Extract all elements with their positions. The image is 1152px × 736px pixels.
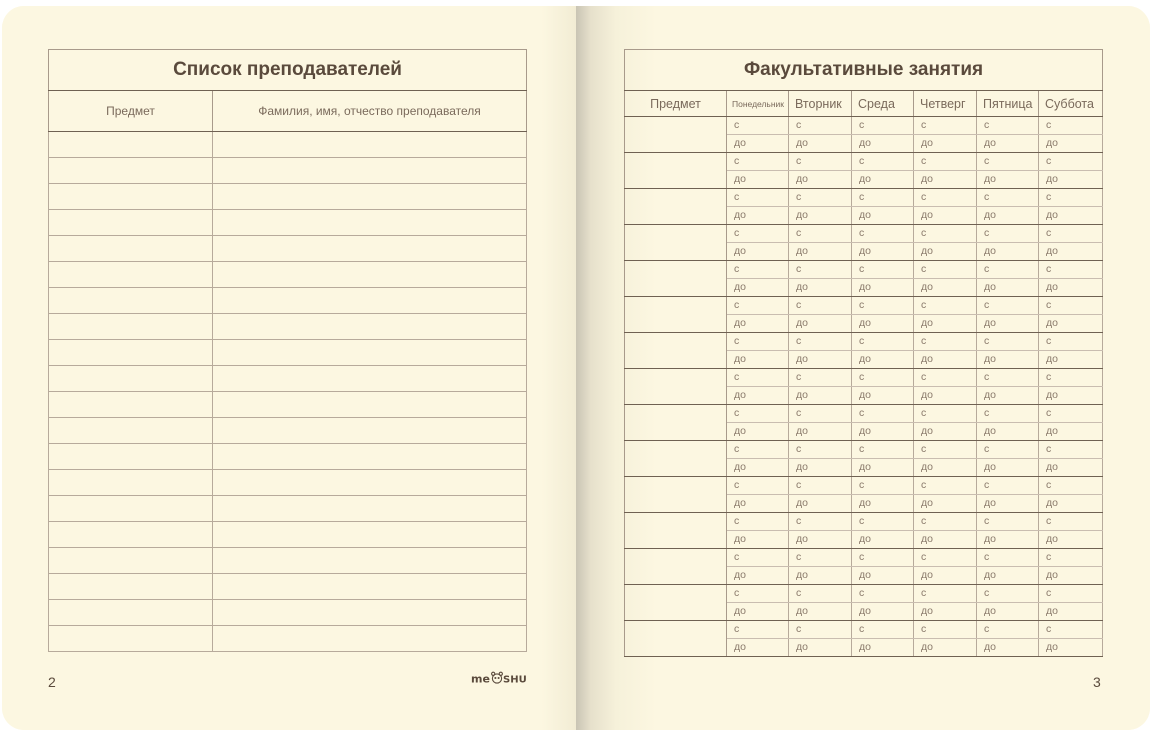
wednesday-to-cell[interactable]: до <box>852 135 914 153</box>
wednesday-to-cell[interactable]: до <box>852 495 914 513</box>
wednesday-to-cell[interactable]: до <box>852 207 914 225</box>
elective-subject-cell[interactable] <box>625 333 727 369</box>
tuesday-from-cell[interactable]: с <box>789 189 852 207</box>
saturday-to-cell[interactable]: до <box>1039 495 1103 513</box>
thursday-from-cell[interactable]: с <box>914 621 977 639</box>
friday-to-cell[interactable]: до <box>977 351 1039 369</box>
saturday-from-cell[interactable]: с <box>1039 513 1103 531</box>
friday-to-cell[interactable]: до <box>977 135 1039 153</box>
friday-from-cell[interactable]: с <box>977 585 1039 603</box>
monday-from-cell[interactable]: с <box>727 549 789 567</box>
electives-table-body <box>625 117 1103 657</box>
elective-subject-cell[interactable] <box>625 513 727 549</box>
wednesday-from-cell[interactable]: с <box>852 477 914 495</box>
monday-to-cell[interactable]: до <box>727 387 789 405</box>
tuesday-from-cell[interactable]: с <box>789 369 852 387</box>
monday-to-cell[interactable]: до <box>727 351 789 369</box>
friday-to-cell[interactable]: до <box>977 279 1039 297</box>
teacher-subject-cell[interactable] <box>49 262 213 288</box>
elective-subject-cell[interactable] <box>625 621 727 657</box>
tuesday-from-cell[interactable]: с <box>789 585 852 603</box>
friday-to-cell[interactable]: до <box>977 171 1039 189</box>
wednesday-to-cell[interactable]: до <box>852 567 914 585</box>
thursday-to-cell[interactable]: до <box>914 135 977 153</box>
saturday-from-cell[interactable]: с <box>1039 117 1103 135</box>
friday-from-cell[interactable]: с <box>977 189 1039 207</box>
teacher-subject-cell[interactable] <box>49 184 213 210</box>
thursday-to-cell[interactable]: до <box>914 495 977 513</box>
elective-row-from <box>625 405 1103 423</box>
friday-from-cell[interactable]: с <box>977 117 1039 135</box>
monday-from-cell[interactable]: с <box>727 405 789 423</box>
friday-from-cell[interactable]: с <box>977 153 1039 171</box>
page-number-right: 3 <box>1093 674 1101 690</box>
friday-to-cell[interactable]: до <box>977 639 1039 657</box>
teacher-subject-cell[interactable] <box>49 600 213 626</box>
thursday-from-cell[interactable]: с <box>914 117 977 135</box>
friday-from-cell[interactable]: с <box>977 225 1039 243</box>
teacher-name-column-header: Фамилия, имя, отчество преподавателя <box>213 91 527 132</box>
thursday-from-cell[interactable]: с <box>914 549 977 567</box>
saturday-from-cell[interactable]: с <box>1039 549 1103 567</box>
monday-from-cell[interactable]: с <box>727 513 789 531</box>
saturday-to-cell[interactable]: до <box>1039 279 1103 297</box>
elective-subject-cell[interactable] <box>625 477 727 513</box>
teacher-subject-cell[interactable] <box>49 392 213 418</box>
teacher-row <box>49 496 527 522</box>
elective-row-from <box>625 297 1103 315</box>
teacher-row <box>49 236 527 262</box>
electives-table <box>624 49 1103 657</box>
teacher-row <box>49 548 527 574</box>
tuesday-from-cell[interactable]: с <box>789 513 852 531</box>
teacher-subject-cell[interactable] <box>49 288 213 314</box>
saturday-from-cell[interactable]: с <box>1039 405 1103 423</box>
teacher-name-cell[interactable] <box>213 626 527 652</box>
saturday-from-cell[interactable]: с <box>1039 297 1103 315</box>
thursday-to-cell[interactable]: до <box>914 171 977 189</box>
teacher-row <box>49 210 527 236</box>
saturday-to-cell[interactable]: до <box>1039 423 1103 441</box>
teacher-name-cell[interactable] <box>213 392 527 418</box>
teacher-row <box>49 470 527 496</box>
monday-to-cell[interactable]: до <box>727 279 789 297</box>
teacher-name-cell[interactable] <box>213 470 527 496</box>
tuesday-to-cell[interactable]: до <box>789 639 852 657</box>
thursday-from-cell[interactable]: с <box>914 225 977 243</box>
teachers-table-title: Список преподавателей <box>49 50 527 91</box>
wednesday-from-cell[interactable]: с <box>852 405 914 423</box>
tuesday-to-cell[interactable]: до <box>789 243 852 261</box>
elective-subject-cell[interactable] <box>625 153 727 189</box>
wednesday-from-cell[interactable]: с <box>852 189 914 207</box>
monday-from-cell[interactable]: с <box>727 225 789 243</box>
friday-from-cell[interactable]: с <box>977 333 1039 351</box>
teacher-row <box>49 262 527 288</box>
saturday-from-cell[interactable]: с <box>1039 477 1103 495</box>
tuesday-from-cell[interactable]: с <box>789 261 852 279</box>
teacher-subject-cell[interactable] <box>49 314 213 340</box>
elective-row-from <box>625 153 1103 171</box>
wednesday-from-cell[interactable]: с <box>852 333 914 351</box>
saturday-from-cell[interactable]: с <box>1039 369 1103 387</box>
thursday-to-cell[interactable]: до <box>914 567 977 585</box>
elective-row-from <box>625 225 1103 243</box>
tuesday-from-cell[interactable]: с <box>789 153 852 171</box>
saturday-to-cell[interactable]: до <box>1039 639 1103 657</box>
elective-subject-cell[interactable] <box>625 369 727 405</box>
friday-to-cell[interactable]: до <box>977 531 1039 549</box>
teacher-row <box>49 522 527 548</box>
saturday-to-cell[interactable]: до <box>1039 567 1103 585</box>
tuesday-to-cell[interactable]: до <box>789 135 852 153</box>
tuesday-to-cell[interactable]: до <box>789 351 852 369</box>
monday-to-cell[interactable]: до <box>727 243 789 261</box>
elective-subject-cell[interactable] <box>625 189 727 225</box>
elective-row-from <box>625 585 1103 603</box>
tuesday-from-cell[interactable]: с <box>789 621 852 639</box>
wednesday-to-cell[interactable]: до <box>852 423 914 441</box>
thursday-from-cell[interactable]: с <box>914 513 977 531</box>
monday-from-cell[interactable]: с <box>727 333 789 351</box>
tuesday-from-cell[interactable]: с <box>789 297 852 315</box>
thursday-from-cell[interactable]: с <box>914 333 977 351</box>
thursday-to-cell[interactable]: до <box>914 459 977 477</box>
wednesday-from-cell[interactable]: с <box>852 621 914 639</box>
monday-to-cell[interactable]: до <box>727 495 789 513</box>
saturday-to-cell[interactable]: до <box>1039 207 1103 225</box>
teacher-name-cell[interactable] <box>213 418 527 444</box>
teacher-name-cell[interactable] <box>213 236 527 262</box>
elective-row-from <box>625 477 1103 495</box>
elective-row-from <box>625 621 1103 639</box>
teacher-subject-cell[interactable] <box>49 548 213 574</box>
tuesday-to-cell[interactable]: до <box>789 531 852 549</box>
tuesday-from-cell[interactable]: с <box>789 477 852 495</box>
tuesday-to-cell[interactable]: до <box>789 171 852 189</box>
friday-to-cell[interactable]: до <box>977 423 1039 441</box>
friday-to-cell[interactable]: до <box>977 387 1039 405</box>
elective-row-from <box>625 189 1103 207</box>
wednesday-from-cell[interactable]: с <box>852 585 914 603</box>
thursday-from-cell[interactable]: с <box>914 585 977 603</box>
friday-to-cell[interactable]: до <box>977 207 1039 225</box>
tuesday-from-cell[interactable]: с <box>789 405 852 423</box>
tuesday-to-cell[interactable]: до <box>789 279 852 297</box>
wednesday-to-cell[interactable]: до <box>852 603 914 621</box>
saturday-to-cell[interactable]: до <box>1039 243 1103 261</box>
teacher-subject-cell[interactable] <box>49 340 213 366</box>
saturday-from-cell[interactable]: с <box>1039 333 1103 351</box>
teacher-subject-cell[interactable] <box>49 158 213 184</box>
monday-to-cell[interactable]: до <box>727 135 789 153</box>
teacher-subject-cell[interactable] <box>49 444 213 470</box>
thursday-from-cell[interactable]: с <box>914 189 977 207</box>
teacher-row <box>49 340 527 366</box>
friday-from-cell[interactable]: с <box>977 549 1039 567</box>
monday-from-cell[interactable]: с <box>727 153 789 171</box>
tuesday-to-cell[interactable]: до <box>789 207 852 225</box>
teacher-name-cell[interactable] <box>213 184 527 210</box>
monday-from-cell[interactable]: с <box>727 369 789 387</box>
wednesday-from-cell[interactable]: с <box>852 549 914 567</box>
monday-to-cell[interactable]: до <box>727 531 789 549</box>
teacher-name-cell[interactable] <box>213 444 527 470</box>
friday-to-cell[interactable]: до <box>977 603 1039 621</box>
friday-to-cell[interactable]: до <box>977 495 1039 513</box>
teacher-name-cell[interactable] <box>213 496 527 522</box>
teacher-subject-cell[interactable] <box>49 470 213 496</box>
saturday-to-cell[interactable]: до <box>1039 135 1103 153</box>
teacher-row <box>49 158 527 184</box>
thursday-from-cell[interactable]: с <box>914 153 977 171</box>
saturday-from-cell[interactable]: с <box>1039 621 1103 639</box>
elective-subject-cell[interactable] <box>625 405 727 441</box>
elective-row-from <box>625 441 1103 459</box>
thursday-to-cell[interactable]: до <box>914 351 977 369</box>
monday-to-cell[interactable]: до <box>727 639 789 657</box>
monday-to-cell[interactable]: до <box>727 423 789 441</box>
tuesday-to-cell[interactable]: до <box>789 387 852 405</box>
thursday-to-cell[interactable]: до <box>914 423 977 441</box>
monday-to-cell[interactable]: до <box>727 207 789 225</box>
friday-from-cell[interactable]: с <box>977 405 1039 423</box>
elective-row-from <box>625 369 1103 387</box>
wednesday-to-cell[interactable]: до <box>852 315 914 333</box>
wednesday-from-cell[interactable]: с <box>852 297 914 315</box>
elective-subject-cell[interactable] <box>625 549 727 585</box>
thursday-to-cell[interactable]: до <box>914 603 977 621</box>
wednesday-from-cell[interactable]: с <box>852 261 914 279</box>
tuesday-to-cell[interactable]: до <box>789 495 852 513</box>
elective-row-from <box>625 549 1103 567</box>
saturday-to-cell[interactable]: до <box>1039 459 1103 477</box>
thursday-from-cell[interactable]: с <box>914 405 977 423</box>
teacher-name-cell[interactable] <box>213 340 527 366</box>
elective-subject-column-header: Предмет <box>625 91 727 117</box>
saturday-column-header: Суббота <box>1039 91 1103 117</box>
elective-subject-cell[interactable] <box>625 441 727 477</box>
saturday-from-cell[interactable]: с <box>1039 261 1103 279</box>
monday-to-cell[interactable]: до <box>727 459 789 477</box>
friday-to-cell[interactable]: до <box>977 315 1039 333</box>
tuesday-from-cell[interactable]: с <box>789 441 852 459</box>
friday-to-cell[interactable]: до <box>977 243 1039 261</box>
saturday-from-cell[interactable]: с <box>1039 153 1103 171</box>
wednesday-to-cell[interactable]: до <box>852 387 914 405</box>
wednesday-to-cell[interactable]: до <box>852 171 914 189</box>
teacher-name-cell[interactable] <box>213 132 527 158</box>
wednesday-from-cell[interactable]: с <box>852 369 914 387</box>
monday-from-cell[interactable]: с <box>727 441 789 459</box>
monday-to-cell[interactable]: до <box>727 171 789 189</box>
elective-row-from <box>625 513 1103 531</box>
page-number-left: 2 <box>48 674 56 690</box>
monday-column-header: Понедельник <box>727 91 789 117</box>
wednesday-to-cell[interactable]: до <box>852 459 914 477</box>
saturday-to-cell[interactable]: до <box>1039 315 1103 333</box>
teacher-row <box>49 288 527 314</box>
teacher-subject-cell[interactable] <box>49 574 213 600</box>
teacher-row <box>49 366 527 392</box>
monday-to-cell[interactable]: до <box>727 567 789 585</box>
tuesday-from-cell[interactable]: с <box>789 333 852 351</box>
teacher-name-cell[interactable] <box>213 288 527 314</box>
teacher-row <box>49 626 527 652</box>
teacher-row <box>49 418 527 444</box>
saturday-to-cell[interactable]: до <box>1039 531 1103 549</box>
monday-from-cell[interactable]: с <box>727 297 789 315</box>
tuesday-to-cell[interactable]: до <box>789 423 852 441</box>
teacher-name-cell[interactable] <box>213 366 527 392</box>
teacher-name-cell[interactable] <box>213 574 527 600</box>
thursday-from-cell[interactable]: с <box>914 369 977 387</box>
saturday-from-cell[interactable]: с <box>1039 441 1103 459</box>
brand-logo-shu: SHU <box>503 674 527 686</box>
teacher-subject-cell[interactable] <box>49 522 213 548</box>
saturday-from-cell[interactable]: с <box>1039 189 1103 207</box>
teacher-name-cell[interactable] <box>213 158 527 184</box>
monday-to-cell[interactable]: до <box>727 603 789 621</box>
tuesday-from-cell[interactable]: с <box>789 117 852 135</box>
saturday-from-cell[interactable]: с <box>1039 225 1103 243</box>
tuesday-from-cell[interactable]: с <box>789 225 852 243</box>
friday-from-cell[interactable]: с <box>977 477 1039 495</box>
thursday-from-cell[interactable]: с <box>914 441 977 459</box>
teachers-table-body <box>49 132 527 652</box>
wednesday-to-cell[interactable]: до <box>852 531 914 549</box>
electives-table-title: Факультативные занятия <box>625 50 1103 91</box>
friday-from-cell[interactable]: с <box>977 297 1039 315</box>
saturday-to-cell[interactable]: до <box>1039 351 1103 369</box>
friday-column-header: Пятница <box>977 91 1039 117</box>
elective-subject-cell[interactable] <box>625 225 727 261</box>
teacher-subject-cell[interactable] <box>49 366 213 392</box>
monday-from-cell[interactable]: с <box>727 477 789 495</box>
saturday-from-cell[interactable]: с <box>1039 585 1103 603</box>
teacher-name-cell[interactable] <box>213 262 527 288</box>
thursday-to-cell[interactable]: до <box>914 639 977 657</box>
teacher-subject-cell[interactable] <box>49 496 213 522</box>
friday-to-cell[interactable]: до <box>977 459 1039 477</box>
monday-from-cell[interactable]: с <box>727 189 789 207</box>
teacher-subject-cell[interactable] <box>49 418 213 444</box>
tuesday-to-cell[interactable]: до <box>789 315 852 333</box>
thursday-to-cell[interactable]: до <box>914 279 977 297</box>
elective-subject-cell[interactable] <box>625 585 727 621</box>
tuesday-to-cell[interactable]: до <box>789 567 852 585</box>
teacher-name-cell[interactable] <box>213 522 527 548</box>
elective-subject-cell[interactable] <box>625 117 727 153</box>
tuesday-to-cell[interactable]: до <box>789 459 852 477</box>
teacher-row <box>49 132 527 158</box>
brand-logo-me: me <box>471 672 490 686</box>
wednesday-to-cell[interactable]: до <box>852 639 914 657</box>
friday-from-cell[interactable]: с <box>977 441 1039 459</box>
elective-subject-cell[interactable] <box>625 297 727 333</box>
teacher-row <box>49 184 527 210</box>
friday-from-cell[interactable]: с <box>977 261 1039 279</box>
friday-from-cell[interactable]: с <box>977 513 1039 531</box>
monday-to-cell[interactable]: до <box>727 315 789 333</box>
wednesday-from-cell[interactable]: с <box>852 513 914 531</box>
friday-to-cell[interactable]: до <box>977 567 1039 585</box>
teacher-row <box>49 574 527 600</box>
teacher-subject-cell[interactable] <box>49 236 213 262</box>
teacher-name-cell[interactable] <box>213 600 527 626</box>
wednesday-from-cell[interactable]: с <box>852 117 914 135</box>
teacher-subject-cell[interactable] <box>49 132 213 158</box>
thursday-to-cell[interactable]: до <box>914 531 977 549</box>
thursday-to-cell[interactable]: до <box>914 207 977 225</box>
wednesday-to-cell[interactable]: до <box>852 243 914 261</box>
thursday-from-cell[interactable]: с <box>914 477 977 495</box>
wednesday-from-cell[interactable]: с <box>852 441 914 459</box>
tuesday-column-header: Вторник <box>789 91 852 117</box>
monday-from-cell[interactable]: с <box>727 117 789 135</box>
wednesday-from-cell[interactable]: с <box>852 225 914 243</box>
teacher-name-cell[interactable] <box>213 548 527 574</box>
thursday-from-cell[interactable]: с <box>914 297 977 315</box>
teacher-subject-cell[interactable] <box>49 210 213 236</box>
friday-from-cell[interactable]: с <box>977 621 1039 639</box>
subject-column-header: Предмет <box>49 91 213 132</box>
tuesday-from-cell[interactable]: с <box>789 549 852 567</box>
elective-row-from <box>625 333 1103 351</box>
saturday-to-cell[interactable]: до <box>1039 603 1103 621</box>
thursday-from-cell[interactable]: с <box>914 261 977 279</box>
thursday-to-cell[interactable]: до <box>914 243 977 261</box>
bear-logo-icon <box>492 672 503 683</box>
wednesday-to-cell[interactable]: до <box>852 279 914 297</box>
thursday-column-header: Четверг <box>914 91 977 117</box>
teacher-row <box>49 444 527 470</box>
thursday-to-cell[interactable]: до <box>914 387 977 405</box>
teachers-table <box>48 49 527 652</box>
teacher-row <box>49 600 527 626</box>
teacher-subject-cell[interactable] <box>49 626 213 652</box>
elective-row-from <box>625 117 1103 135</box>
brand-logo <box>471 670 531 686</box>
saturday-to-cell[interactable]: до <box>1039 387 1103 405</box>
wednesday-from-cell[interactable]: с <box>852 153 914 171</box>
wednesday-column-header: Среда <box>852 91 914 117</box>
friday-from-cell[interactable]: с <box>977 369 1039 387</box>
teacher-name-cell[interactable] <box>213 210 527 236</box>
monday-from-cell[interactable]: с <box>727 261 789 279</box>
tuesday-to-cell[interactable]: до <box>789 603 852 621</box>
elective-subject-cell[interactable] <box>625 261 727 297</box>
teacher-name-cell[interactable] <box>213 314 527 340</box>
monday-from-cell[interactable]: с <box>727 585 789 603</box>
thursday-to-cell[interactable]: до <box>914 315 977 333</box>
saturday-to-cell[interactable]: до <box>1039 171 1103 189</box>
monday-from-cell[interactable]: с <box>727 621 789 639</box>
wednesday-to-cell[interactable]: до <box>852 351 914 369</box>
elective-row-from <box>625 261 1103 279</box>
teacher-row <box>49 392 527 418</box>
teacher-row <box>49 314 527 340</box>
